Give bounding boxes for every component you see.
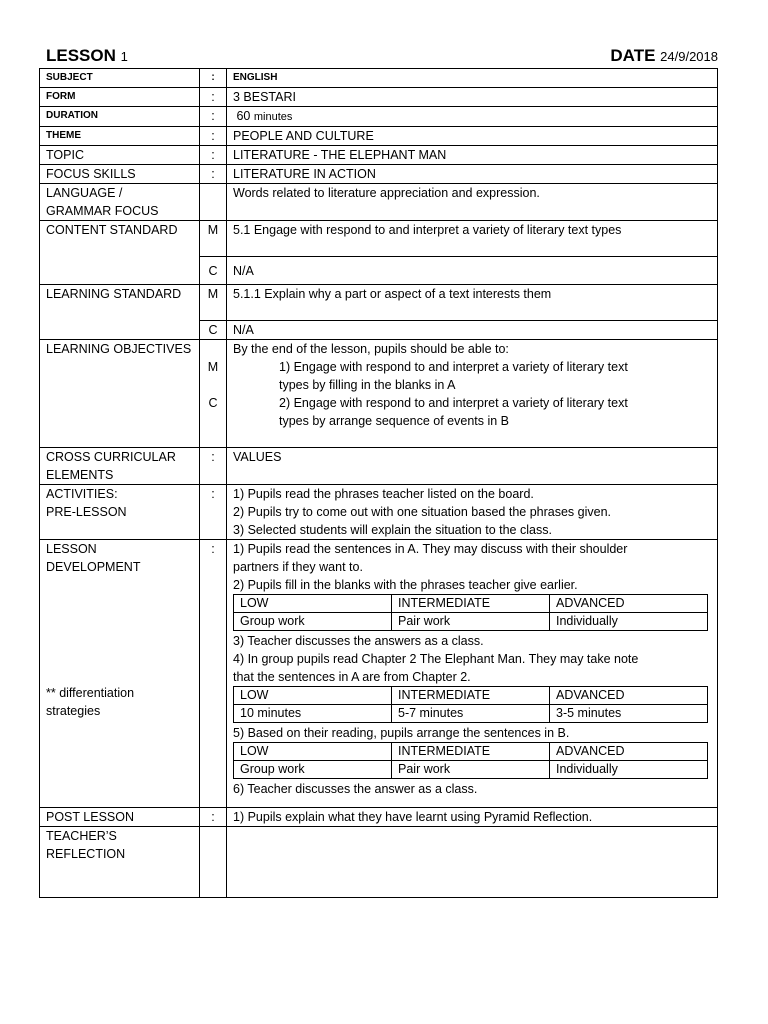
language-label (40, 184, 200, 221)
table-header-low: LOW (234, 687, 392, 705)
lesson-heading (46, 46, 128, 66)
objective-1: 1) Engage with respond to and interpret a variety of literary text (279, 360, 628, 374)
table-cell: 5-7 minutes (392, 705, 550, 723)
development-label (40, 540, 200, 808)
content-standard-label: CONTENT STANDARD (40, 221, 200, 285)
reflection-label-line: TEACHER’S (46, 829, 117, 843)
cross-label-line: CROSS CURRICULAR (46, 450, 176, 464)
cross-curricular-value: VALUES (227, 448, 718, 485)
table-header-advanced: ADVANCED (550, 687, 708, 705)
objective-2-cont: types by arrange sequence of events in B (279, 414, 510, 428)
development-value (227, 540, 718, 808)
learning-standard-m-value: 5.1.1 Explain why a part or aspect of a text interests them (227, 285, 718, 321)
objectives-intro: By the end of the lesson, pupils should be able to: (233, 342, 509, 356)
colon: : (200, 448, 227, 485)
learning-standard-c: C (200, 321, 227, 340)
lesson-plan-table (39, 68, 718, 898)
colon: : (200, 540, 227, 808)
table-header-low: LOW (234, 743, 392, 761)
language-row (40, 184, 718, 221)
theme-value: PEOPLE AND CULTURE (227, 127, 718, 146)
colon: : (200, 485, 227, 540)
date-value: 24/9/2018 (660, 49, 718, 64)
colon: : (200, 69, 227, 88)
objective-2: 2) Engage with respond to and interpret a variety of literary text (279, 396, 628, 410)
colon: : (200, 107, 227, 127)
subject-value: ENGLISH (227, 69, 718, 88)
pre-lesson-step: 2) Pupils try to come out with one situation based the phrases given. (233, 505, 611, 519)
table-cell: 10 minutes (234, 705, 392, 723)
table-cell: Pair work (392, 761, 550, 779)
post-lesson-label: POST LESSON (40, 808, 200, 827)
table-cell: Group work (234, 613, 392, 631)
subject-row (40, 69, 718, 88)
duration-unit: minutes (253, 111, 293, 123)
focus-skills-row (40, 165, 718, 184)
theme-label: THEME (40, 127, 200, 146)
colon: : (200, 88, 227, 107)
table-header-intermediate: INTERMEDIATE (392, 595, 550, 613)
cross-label-line: ELEMENTS (46, 468, 114, 482)
colon: : (200, 127, 227, 146)
objectives-m: M (207, 360, 219, 374)
development-label-line: LESSON (46, 542, 97, 556)
colon: : (200, 146, 227, 165)
table-header-intermediate: INTERMEDIATE (392, 687, 550, 705)
pre-lesson-value (227, 485, 718, 540)
objectives-value (227, 340, 718, 448)
development-label-line: DEVELOPMENT (46, 560, 141, 574)
reflection-label (40, 827, 200, 898)
focus-skills-label: FOCUS SKILLS (40, 165, 200, 184)
objectives-label: LEARNING OBJECTIVES (40, 340, 200, 448)
differentiation-note: ** differentiation (46, 686, 135, 700)
topic-row (40, 146, 718, 165)
pre-lesson-row (40, 485, 718, 540)
learning-standard-m: M (200, 285, 227, 321)
differentiation-note: strategies (46, 704, 101, 718)
table-header-advanced: ADVANCED (550, 595, 708, 613)
development-step: 3) Teacher discusses the answers as a class. (233, 634, 484, 648)
colon: : (200, 808, 227, 827)
content-standard-c: C (200, 257, 227, 285)
learning-standard-label: LEARNING STANDARD (40, 285, 200, 340)
pre-lesson-label-line: PRE-LESSON (46, 505, 127, 519)
duration-row (40, 107, 718, 127)
form-label: FORM (40, 88, 200, 107)
content-standard-m: M (200, 221, 227, 257)
theme-row (40, 127, 718, 146)
lesson-number: 1 (120, 49, 128, 64)
differentiation-table-2 (233, 686, 708, 723)
objectives-c: C (208, 396, 218, 410)
duration-number: 60 (236, 109, 251, 123)
form-row (40, 88, 718, 107)
reflection-value (227, 827, 718, 898)
pre-lesson-step: 3) Selected students will explain the situation to the class. (233, 523, 552, 537)
empty-cell (200, 184, 227, 221)
date-heading (610, 46, 718, 66)
table-cell: Pair work (392, 613, 550, 631)
differentiation-table-1 (233, 594, 708, 631)
form-value: 3 BESTARI (227, 88, 718, 107)
pre-lesson-step: 1) Pupils read the phrases teacher listed on the board. (233, 487, 534, 501)
post-lesson-row (40, 808, 718, 827)
development-step-cont: partners if they want to. (233, 560, 363, 574)
date-label: DATE (610, 46, 656, 65)
development-step-cont: that the sentences in A are from Chapter 2. (233, 670, 471, 684)
reflection-row (40, 827, 718, 898)
topic-value: LITERATURE - THE ELEPHANT MAN (227, 146, 718, 165)
development-step: 2) Pupils fill in the blanks with the phrases teacher give earlier. (233, 578, 578, 592)
subject-label: SUBJECT (40, 69, 200, 88)
objective-1-cont: types by filling in the blanks in A (279, 378, 456, 392)
language-label-line: GRAMMAR FOCUS (46, 204, 159, 218)
development-step: 1) Pupils read the sentences in A. They may discuss with their shoulder (233, 542, 628, 556)
development-step: 4) In group pupils read Chapter 2 The Elephant Man. They may take note (233, 652, 639, 666)
learning-standard-m-row (40, 285, 718, 321)
language-label-line: LANGUAGE / (46, 186, 123, 200)
content-standard-m-value: 5.1 Engage with respond to and interpret a variety of literary text types (227, 221, 718, 257)
development-step: 6) Teacher discusses the answer as a class. (233, 782, 478, 796)
post-lesson-value: 1) Pupils explain what they have learnt using Pyramid Reflection. (227, 808, 718, 827)
learning-standard-c-value: N/A (227, 321, 718, 340)
table-header-advanced: ADVANCED (550, 743, 708, 761)
objectives-row (40, 340, 718, 448)
development-row (40, 540, 718, 808)
duration-value (227, 107, 718, 127)
pre-lesson-label (40, 485, 200, 540)
language-value: Words related to literature appreciation and expression. (227, 184, 718, 221)
duration-label: DURATION (40, 107, 200, 127)
empty-cell (200, 827, 227, 898)
topic-label: TOPIC (40, 146, 200, 165)
table-cell: Individually (550, 613, 708, 631)
reflection-label-line: REFLECTION (46, 847, 126, 861)
page-header (40, 46, 718, 66)
table-cell: Individually (550, 761, 708, 779)
colon: : (200, 165, 227, 184)
differentiation-table-3 (233, 742, 708, 779)
table-header-low: LOW (234, 595, 392, 613)
lesson-label: LESSON (46, 46, 116, 65)
table-cell: Group work (234, 761, 392, 779)
focus-skills-value: LITERATURE IN ACTION (227, 165, 718, 184)
table-cell: 3-5 minutes (550, 705, 708, 723)
pre-lesson-label-line: ACTIVITIES: (46, 487, 118, 501)
cross-curricular-label (40, 448, 200, 485)
table-header-intermediate: INTERMEDIATE (392, 743, 550, 761)
content-standard-m-row (40, 221, 718, 257)
cross-curricular-row (40, 448, 718, 485)
development-step: 5) Based on their reading, pupils arrange the sentences in B. (233, 726, 570, 740)
content-standard-c-value: N/A (227, 257, 718, 285)
objectives-markers (200, 340, 227, 448)
